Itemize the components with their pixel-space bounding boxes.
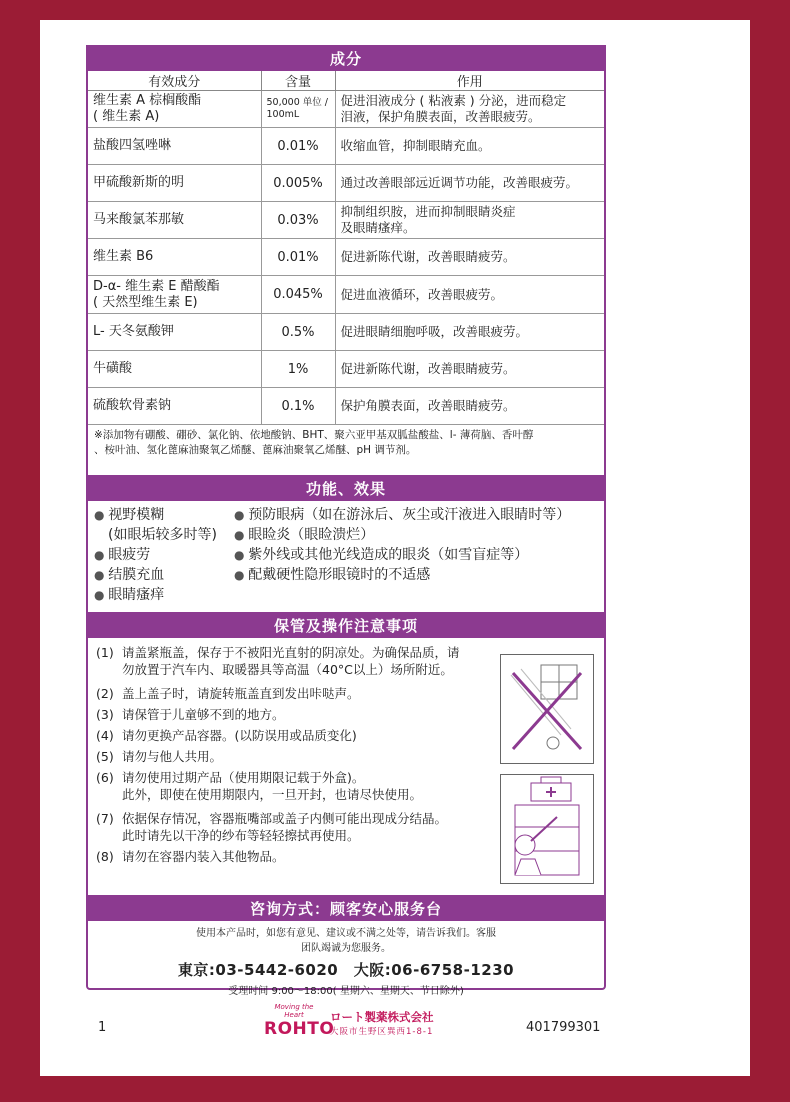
ingredient-name: D-α- 维生素 E 醋酸酯 ( 天然型维生素 E) <box>88 276 261 314</box>
contact-section <box>86 895 606 997</box>
section-title: 咨询方式：顾客安心服务台 <box>88 897 604 921</box>
item-number: (4) <box>96 728 114 743</box>
header-effect: 作用 <box>335 71 604 91</box>
ingredient-amount: 0.03% <box>261 202 335 239</box>
effect-item: ● 结膜充血 <box>94 565 234 585</box>
ingredient-effect: 促进血液循环，改善眼疲劳。 <box>335 276 604 314</box>
ingredient-amount: 0.5% <box>261 314 335 351</box>
list-item <box>96 706 485 723</box>
ingredient-name: 盐酸四氢唑啉 <box>88 128 261 165</box>
list-item <box>96 810 485 844</box>
item-text: 请勿使用过期产品（使用期限记载于外盒)。 此外，即使在使用期限内，一旦开封，也请尽快使用。 <box>122 770 423 802</box>
service-hours: 受理时间 9:00～18:00( 星期六、星期天、节日除外) <box>228 986 464 997</box>
item-number: (2) <box>96 686 114 701</box>
table-row <box>88 388 604 425</box>
page-number: 1 <box>98 1020 107 1035</box>
list-item <box>96 685 485 702</box>
list-item <box>96 769 485 803</box>
ingredient-name: 维生素 B6 <box>88 239 261 276</box>
table-row <box>88 314 604 351</box>
effect-item: ● 紫外线或其他光线造成的眼炎（如雪盲症等） <box>234 545 598 565</box>
product-code: 401799301 <box>526 1020 601 1035</box>
section-title: 成分 <box>88 47 604 71</box>
ingredient-effect: 收缩血管，抑制眼睛充血。 <box>335 128 604 165</box>
ingredient-amount: 0.1% <box>261 388 335 425</box>
ingredient-amount: 0.01% <box>261 128 335 165</box>
ingredient-effect: 保护角膜表面，改善眼睛疲劳。 <box>335 388 604 425</box>
child-reach-illustration <box>500 774 594 884</box>
effect-item: ● 眼睑炎（眼睑溃烂） <box>234 525 598 545</box>
item-text: 请勿更换产品容器。(以防误用或品质变化) <box>122 728 357 743</box>
effect-item: ● 预防眼病（如在游泳后、灰尘或汗液进入眼睛时等） <box>234 505 598 525</box>
item-text: 请保管于儿童够不到的地方。 <box>122 707 285 722</box>
logo-text: ROHTO <box>264 1019 335 1039</box>
ingredient-effect: 抑制组织胺，进而抑制眼睛炎症 及眼睛瘙痒。 <box>335 202 604 239</box>
effects-column-1 <box>94 505 234 605</box>
ingredient-name: L- 天冬氨酸钾 <box>88 314 261 351</box>
ingredients-table <box>88 71 604 425</box>
ingredient-effect: 促进新陈代谢，改善眼睛疲劳。 <box>335 351 604 388</box>
section-title: 功能、效果 <box>88 477 604 501</box>
ingredient-name: 马来酸氯苯那敏 <box>88 202 261 239</box>
section-title: 保管及操作注意事项 <box>88 614 604 638</box>
contact-text: 使用本产品时，如您有意见、建议或不满之处等，请告诉我们。客服 <box>196 928 496 939</box>
company-address: 大阪市生野区巽西1-8-1 <box>330 1027 434 1037</box>
item-number: (8) <box>96 849 114 864</box>
table-row <box>88 202 604 239</box>
list-item <box>96 848 485 865</box>
table-row <box>88 276 604 314</box>
ingredient-amount: 0.005% <box>261 165 335 202</box>
table-row <box>88 165 604 202</box>
effects-column-2 <box>234 505 598 605</box>
phone-numbers: 東京:03-5442-6020 大阪:06-6758-1230 <box>177 961 515 979</box>
company-name: ロート製薬株式会社 <box>330 1010 434 1024</box>
table-row <box>88 91 604 128</box>
ingredient-amount: 1% <box>261 351 335 388</box>
table-row <box>88 239 604 276</box>
no-sunlight-illustration <box>500 654 594 764</box>
list-item <box>96 727 485 744</box>
footer <box>86 1000 606 1040</box>
logo-tagline: Moving the Heart <box>274 1003 314 1019</box>
effect-item: ● 配戴硬性隐形眼镜时的不适感 <box>234 565 598 585</box>
effect-item: ● 视野模糊 <box>94 505 234 525</box>
item-number: (5) <box>96 749 114 764</box>
ingredient-effect: 促进眼睛细胞呼吸，改善眼疲劳。 <box>335 314 604 351</box>
item-number: (6) <box>96 770 114 785</box>
ingredient-effect: 通过改善眼部远近调节功能，改善眼疲劳。 <box>335 165 604 202</box>
ingredient-name: 甲硫酸新斯的明 <box>88 165 261 202</box>
ingredients-section <box>86 45 606 490</box>
ingredient-effect: 促进新陈代谢，改善眼睛疲劳。 <box>335 239 604 276</box>
list-item <box>96 644 485 678</box>
rohto-logo <box>264 1003 335 1039</box>
header-ingredient: 有效成分 <box>88 71 261 91</box>
precautions-section <box>86 612 606 902</box>
ingredient-amount: 0.045% <box>261 276 335 314</box>
item-text: 盖上盖子时，请旋转瓶盖直到发出咔哒声。 <box>122 686 360 701</box>
ingredient-effect: 促进泪液成分 ( 粘液素 ) 分泌，进而稳定 泪液，保护角膜表面，改善眼疲劳。 <box>335 91 604 128</box>
item-number: (3) <box>96 707 114 722</box>
list-item <box>96 748 485 765</box>
header-amount: 含量 <box>261 71 335 91</box>
effects-section <box>86 475 606 615</box>
additives-note: ※添加物有硼酸、硼砂、氯化钠、依地酸钠、BHT、聚六亚甲基双胍盐酸盐、l- 薄荷脑、香叶醇 、桉叶油、氢化蓖麻油聚氧乙烯醚、蓖麻油聚氧乙烯醚、pH 调节剂。 <box>94 429 534 456</box>
ingredient-amount: 50,000 单位 / 100mL <box>261 91 335 128</box>
item-text: 请盖紧瓶盖，保存于不被阳光直射的阴凉处。为确保品质，请 勿放置于汽车内、取暖器具等高温（40°C以上）场所附近。 <box>122 645 460 677</box>
precautions-list <box>88 638 493 875</box>
ingredient-amount: 0.01% <box>261 239 335 276</box>
ingredient-name: 牛磺酸 <box>88 351 261 388</box>
item-text: 请勿与他人共用。 <box>122 749 223 764</box>
contact-text: 团队竭诚为您服务。 <box>301 943 391 954</box>
ingredient-name: 维生素 A 棕榈酸酯 ( 维生素 A) <box>88 91 261 128</box>
table-row <box>88 351 604 388</box>
item-text: 请勿在容器内装入其他物品。 <box>122 849 285 864</box>
ingredient-name: 硫酸软骨素钠 <box>88 388 261 425</box>
effect-item: ● 眼睛瘙痒 <box>94 585 234 605</box>
effect-item-sub: (如眼垢较多时等) <box>108 527 217 543</box>
item-number: (1) <box>96 645 114 660</box>
item-text: 依据保存情况，容器瓶嘴部或盖子内侧可能出现成分结晶。 此时请先以干净的纱布等轻轻擦拭再使用。 <box>122 811 448 843</box>
item-number: (7) <box>96 811 114 826</box>
table-row <box>88 128 604 165</box>
effect-item: ● 眼疲劳 <box>94 545 234 565</box>
